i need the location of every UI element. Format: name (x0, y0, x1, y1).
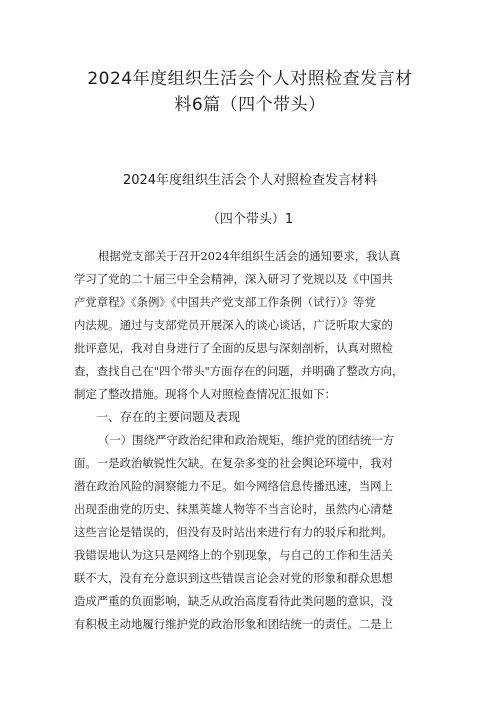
body-line: 制定了整改措施。现将个人对照检查情况汇报如下： (74, 387, 336, 401)
body-line: 出现歪曲党的历史、抹黑英雄人物等不当言论时，虽然内心清楚 (74, 502, 393, 516)
body-line: 这些言论是错误的，但没有及时站出来进行有力的驳斥和批判。 (74, 525, 393, 539)
body-line: 产党章程》《条例》《中国共产党支部工作条例（试行）》等党 (74, 295, 376, 309)
body-line: 面。一是政治敏锐性欠缺。在复杂多变的社会舆论环境中，我对 (74, 456, 393, 470)
section-heading: 一、存在的主要问题及表现 (96, 410, 241, 424)
body-line: 我错误地认为这只是网络上的个别现象，与自己的工作和生活关 (74, 548, 393, 562)
body-line: 内法规。通过与支部党员开展深入的谈心谈话，广泛听取大家的 (74, 318, 393, 332)
title-line-1: 2024年度组织生活会个人对照检查发言材 (87, 69, 413, 89)
body-line: 联不大，没有充分意识到这些错误言论会对党的形象和群众思想 (74, 571, 393, 585)
section-subtitle: 2024年度组织生活会个人对照检查发言材料 (122, 173, 378, 188)
body-line: 批评意见，我对自身进行了全面的反思与深刻剖析，认真对照检 (74, 341, 393, 355)
body-line: 查，查找自己在"四个带头"方面存在的问题，并明确了整改方向， (74, 364, 404, 378)
title-line-2: 料6篇（四个带头） (174, 95, 326, 115)
document-title (60, 66, 440, 118)
body-line: 潜在政治风险的洞察能力不足。如今网络信息传播迅速，当网上 (74, 479, 393, 493)
body-line: （一）围绕严守政治纪律和政治规矩，维护党的团结统一方 (98, 433, 395, 447)
body-line: 学习了党的二十届三中全会精神，深入研习了党规以及《中国共 (74, 272, 393, 286)
body-line: 根据党支部关于召开2024年组织生活会的通知要求，我认真 (98, 249, 401, 263)
body-line: 造成严重的负面影响，缺乏从政治高度看待此类问题的意识，没 (74, 594, 393, 608)
document-body (74, 245, 428, 636)
section-subtitle-number: （四个带头）1 (206, 212, 294, 227)
body-line: 有积极主动地履行维护党的政治形象和团结统一的责任。二是上 (74, 617, 393, 631)
